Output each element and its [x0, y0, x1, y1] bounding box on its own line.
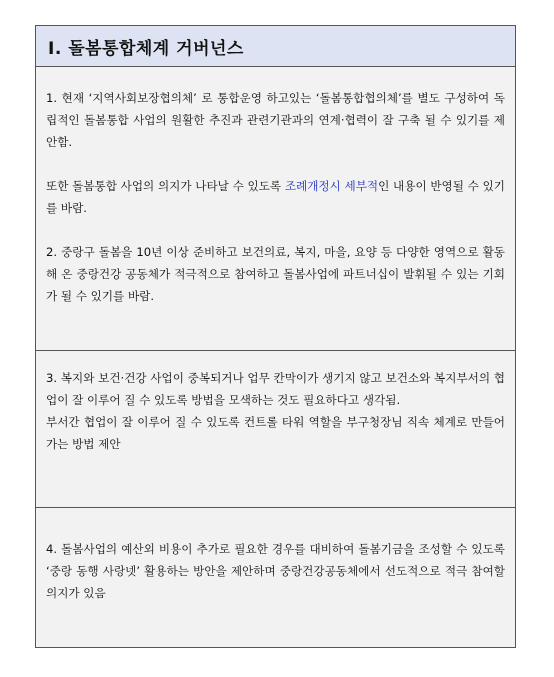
paragraph-2-start: 또한 돌봄통합 사업의 의지가 나타날 수 있도록: [46, 179, 285, 193]
proposal-paragraph-1: 1. 현재 ‘지역사회보장협의체’ 로 통합운영 하고있는 ‘돌봄통합협의체’를 별도 구성하여 독립적인 돌봄통합 사업의 원활한 추진과 관련기관과의 연계·협력이 잘 구축 될 수 있기를 제안함.: [46, 91, 505, 149]
proposal-paragraph-2: [46, 175, 505, 219]
proposal-paragraph-4: 3. 복지와 보건·건강 사업이 중복되거나 업무 칸막이가 생기지 않고 보건소와 복지부서의 협업이 잘 이루어 질 수 있도록 방법을 모색하는 것도 필요하다고 생각됨.: [46, 371, 505, 407]
section-title: Ⅰ. 돌봄통합체계 거버넌스: [48, 38, 244, 59]
ordinance-highlight: 조례개정시 세부적: [284, 179, 379, 193]
proposal-cell-1: [36, 67, 515, 351]
governance-table: [35, 25, 516, 648]
proposal-paragraph-6: 4. 돌봄사업의 예산외 비용이 추가로 필요한 경우를 대비하여 돌봄기금을 조성할 수 있도록 ‘중랑 동행 사랑넷’ 활용하는 방안을 제안하며 중랑건강공동체에서 선도적으로 적극 참여할 의지가 있음: [46, 542, 505, 600]
proposal-cell-2: [36, 351, 515, 508]
proposal-paragraph-3: 2. 중랑구 돌봄을 10년 이상 준비하고 보건의료, 복지, 마을, 요양 등 다양한 영역으로 활동해 온 중랑건강 공동체가 적극적으로 참여하고 돌봄사업에 파트너십이 발휘될 수 있는 기회가 될 수 있기를 바람.: [46, 245, 505, 303]
proposal-cell-3: [36, 508, 515, 647]
title-row: [36, 26, 515, 67]
proposal-paragraph-5: 부서간 협업이 잘 이루어 질 수 있도록 컨트롤 타워 역할을 부구청장님 직속 체계로 만들어 가는 방법 제안: [46, 415, 505, 451]
paragraph-2-end: 인 내용이 반영될 수 있기를 바람.: [46, 179, 505, 215]
